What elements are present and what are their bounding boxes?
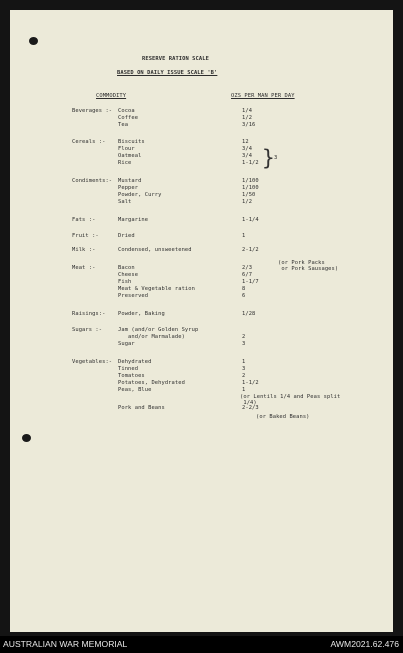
quantity-value: 3/4 (242, 146, 253, 152)
quantity-value: 1/50 (242, 192, 256, 198)
category-label: Milk :- (72, 247, 96, 253)
note-peas: (or Lentils 1/4 and Peas split 1/4) (240, 394, 341, 406)
quantity-value: 1-1/2 (242, 160, 259, 166)
category-label: Raisings:- (72, 311, 106, 317)
quantity-value: 1/100 (242, 178, 259, 184)
commodity-item: Powder, Curry (118, 192, 162, 198)
category-label: Cereals :- (72, 139, 106, 145)
punch-hole-top (29, 37, 38, 45)
commodity-item: Dehydrated (118, 359, 152, 365)
commodity-item: Tea (118, 122, 129, 128)
commodity-item: Pork and Beans (118, 405, 165, 411)
commodity-item: Rice (118, 160, 132, 166)
commodity-item: Meat & Vegetable ration (118, 286, 195, 292)
quantity-value: 1/4 (242, 108, 253, 114)
quantity-value: 3/16 (242, 122, 256, 128)
category-label: Meat :- (72, 265, 96, 271)
quantity-value: 6/7 (242, 272, 253, 278)
category-label: Vegetables:- (72, 359, 113, 365)
document-subtitle: BASED ON DAILY ISSUE SCALE 'B' (117, 70, 218, 76)
commodity-item: Tomatoes (118, 373, 145, 379)
category-label: Sugars :- (72, 327, 103, 333)
quantity-value: 1 (242, 233, 246, 239)
quantity-value: 1-1/2 (242, 380, 259, 386)
header-ozs: OZS PER MAN PER DAY (231, 93, 295, 99)
commodity-item: Powder, Baking (118, 311, 165, 317)
commodity-item: Margarine (118, 217, 149, 223)
quantity-value: 3 (242, 366, 246, 372)
quantity-value: 3/4 (242, 153, 253, 159)
commodity-item: Mustard (118, 178, 142, 184)
quantity-value: 12 (242, 139, 249, 145)
quantity-value: 2/3 (242, 265, 253, 271)
quantity-value: 2 (242, 373, 246, 379)
commodity-item: Dried (118, 233, 135, 239)
quantity-value: 1/100 (242, 185, 259, 191)
commodity-item: Biscuits (118, 139, 145, 145)
commodity-item: Oatmeal (118, 153, 142, 159)
quantity-value: 3 (242, 341, 246, 347)
quantity-value: 6 (242, 293, 246, 299)
commodity-item: Salt (118, 199, 132, 205)
note-pork-beans: (or Baked Beans) (256, 414, 310, 420)
commodity-item: Coffee (118, 115, 139, 121)
quantity-value: 1-1/4 (242, 217, 259, 223)
commodity-item: Bacon (118, 265, 135, 271)
quantity-value: 1 (242, 387, 246, 393)
commodity-item: Sugar (118, 341, 135, 347)
category-label: Beverages :- (72, 108, 113, 114)
quantity-value: 1/2 (242, 199, 253, 205)
footer-accession: AWM2021.62.476 (330, 639, 399, 649)
archive-footer (0, 636, 403, 653)
commodity-item: Preserved (118, 293, 149, 299)
commodity-item: Cheese (118, 272, 139, 278)
commodity-item: Potatoes, Dehydrated (118, 380, 185, 386)
quantity-value: 1-1/7 (242, 279, 259, 285)
note-meat: (or Pork Packs or Pork Sausages) (278, 260, 339, 272)
quantity-value: 2 (242, 334, 246, 340)
commodity-item: Fish (118, 279, 132, 285)
document-page (10, 10, 393, 632)
commodity-item: Cocoa (118, 108, 135, 114)
cereals-brace-total: 3 (274, 155, 278, 161)
category-label: Fats :- (72, 217, 96, 223)
document-title: RESERVE RATION SCALE (142, 56, 209, 62)
footer-institution: AUSTRALIAN WAR MEMORIAL (3, 639, 128, 649)
header-commodity: COMMODITY (96, 93, 127, 99)
commodity-item: Flour (118, 146, 135, 152)
cereals-brace: } (262, 146, 275, 170)
commodity-item: Peas, Blue (118, 387, 152, 393)
quantity-value: 1/2 (242, 115, 253, 121)
quantity-value: 2-2/3 (242, 405, 259, 411)
quantity-value: 8 (242, 286, 246, 292)
commodity-item: and/or Marmalade) (118, 334, 185, 340)
category-label: Fruit :- (72, 233, 99, 239)
commodity-item: Jam (and/or Golden Syrup (118, 327, 199, 333)
category-label: Condiments:- (72, 178, 113, 184)
commodity-item: Condensed, unsweetened (118, 247, 192, 253)
punch-hole-bottom (22, 434, 31, 442)
quantity-value: 2-1/2 (242, 247, 259, 253)
commodity-item: Pepper (118, 185, 139, 191)
quantity-value: 1/28 (242, 311, 256, 317)
commodity-item: Tinned (118, 366, 139, 372)
quantity-value: 1 (242, 359, 246, 365)
